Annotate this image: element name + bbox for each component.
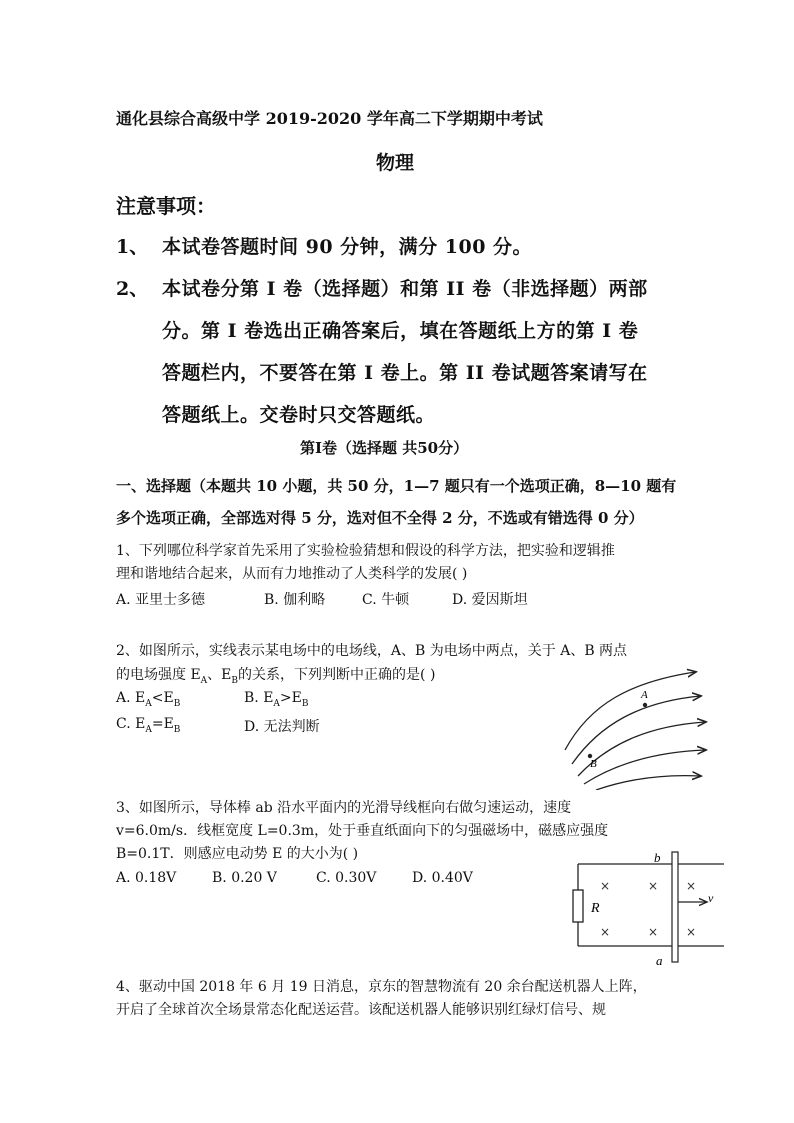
question-4-text: 4、驱动中国 2018 年 6 月 19 日消息，京东的智慧物流有 20 余台配送机器人上阵，: [116, 979, 647, 995]
resistor-label: R: [591, 901, 600, 916]
question-2-text: 2、如图所示，实线表示某电场中的电场线，A、B 为电场中两点，关于 A、B 两点: [116, 643, 628, 659]
note-1-number: 1、: [116, 236, 149, 258]
subject-title: 物理: [376, 152, 415, 174]
question-3-option-a: A. 0.18V: [116, 870, 177, 886]
question-4-text: 开启了全球首次全场景常态化配送运营。该配送机器人能够识别红绿灯信号、规: [116, 1002, 606, 1018]
note-2-line: 本试卷分第 I 卷（选择题）和第 II 卷（非选择题）两部: [162, 278, 648, 300]
magnetic-field-cross: ×: [600, 879, 611, 893]
conducting-rod-figure: [566, 846, 726, 968]
question-2-option-a: A. $E_A<E_B$: [116, 690, 181, 709]
field-line: [578, 722, 705, 776]
section-instructions: 多个选项正确，全部选对得 5 分，选对但不全得 2 分，不选或有错选得 0 分）: [116, 509, 644, 527]
question-1-option-d: D. 爱因斯坦: [452, 592, 528, 608]
question-2-option-d: D. 无法判断: [244, 719, 320, 735]
velocity-label: v: [708, 891, 714, 905]
resistor: [573, 890, 583, 922]
note-2-line: 答题纸上。交卷时只交答题纸。: [162, 404, 436, 426]
question-3-option-c: C. 0.30V: [316, 870, 377, 886]
conducting-rod: [672, 852, 678, 962]
exam-title: 通化县综合高级中学 2019-2020 学年高二下学期期中考试: [116, 109, 543, 128]
question-1-option-a: A. 亚里士多德: [116, 592, 206, 608]
question-2-text: 的电场强度 $E_A$、$E_B$的关系，下列判断中正确的是( ): [116, 667, 436, 686]
section-title: 第Ⅰ卷（选择题 共50分）: [300, 439, 469, 457]
question-3-text: B=0.1T．则感应电动势 E 的大小为( ): [116, 846, 359, 862]
note-1-text: 本试卷答题时间 90 分钟，满分 100 分。: [162, 236, 533, 258]
note-2-number: 2、: [116, 278, 149, 300]
point-a-label: A: [641, 689, 648, 701]
question-1-option-c: C. 牛顿: [362, 592, 410, 608]
field-line: [572, 696, 700, 764]
question-2-option-b: B. $E_A>E_B$: [244, 690, 309, 709]
magnetic-field-cross: ×: [686, 925, 697, 939]
magnetic-field-cross: ×: [648, 925, 659, 939]
question-2-option-c: C. $E_A=E_B$: [116, 716, 181, 735]
electric-field-figure: [560, 664, 710, 790]
question-1-option-b: B. 伽利略: [264, 592, 326, 608]
question-3-option-d: D. 0.40V: [412, 870, 473, 886]
magnetic-field-cross: ×: [600, 925, 611, 939]
question-3-option-b: B. 0.20 V: [212, 870, 277, 886]
question-1-text: 1、下列哪位科学家首先采用了实验检验猜想和假设的科学方法，把实验和逻辑推: [116, 543, 615, 559]
note-2-line: 答题栏内，不要答在第 I 卷上。第 II 卷试题答案请写在: [162, 362, 648, 384]
field-line: [565, 672, 695, 750]
magnetic-field-cross: ×: [648, 879, 659, 893]
rod-end-b-label: b: [654, 850, 661, 865]
rod-end-a-label: a: [656, 953, 663, 968]
point-b-label: B: [590, 758, 597, 770]
field-line: [596, 776, 700, 790]
question-1-text: 理和谐地结合起来，从而有力地推动了人类科学的发展( ): [116, 566, 468, 582]
question-3-text: 3、如图所示，导体棒 ab 沿水平面内的光滑导线框向右做匀速运动，速度: [116, 800, 572, 816]
section-instructions: 一、选择题（本题共 10 小题，共 50 分，1—7 题只有一个选项正确，8—10 题有: [116, 477, 677, 495]
notes-heading: 注意事项：: [116, 194, 216, 218]
point-a-dot: [643, 703, 647, 707]
magnetic-field-cross: ×: [686, 879, 697, 893]
question-3-text: v=6.0m/s．线框宽度 L=0.3m，处于垂直纸面向下的匀强磁场中，磁感应强度: [116, 823, 609, 839]
note-2-line: 分。第 I 卷选出正确答案后，填在答题纸上方的第 I 卷: [162, 320, 639, 342]
